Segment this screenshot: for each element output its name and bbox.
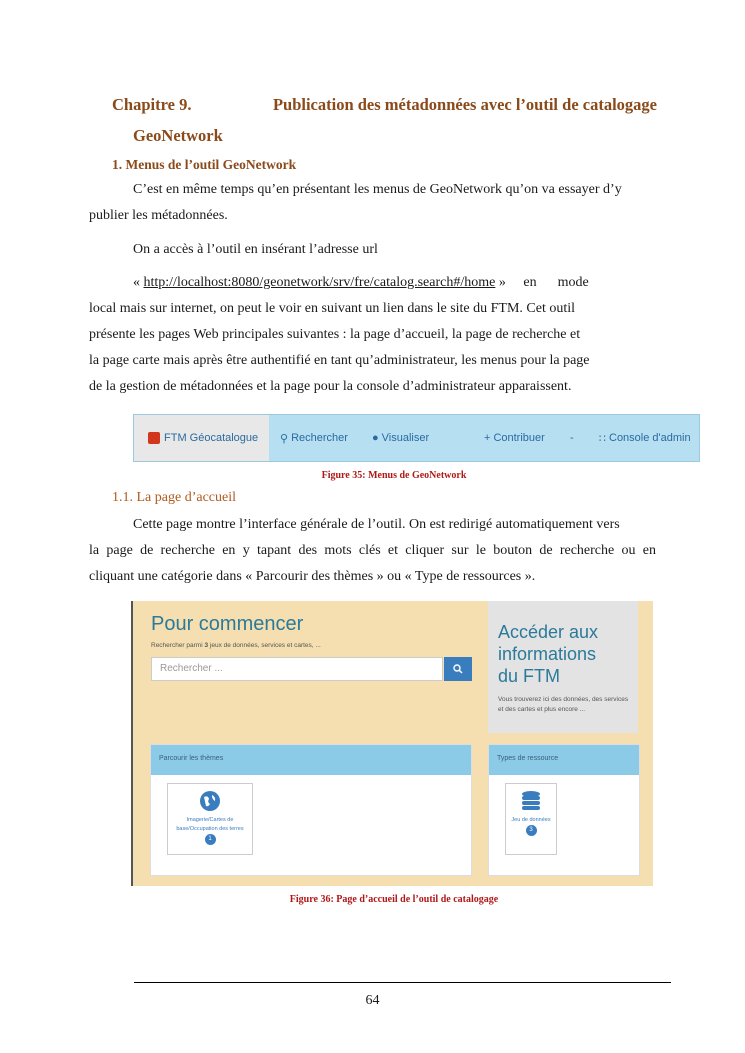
search-icon <box>453 664 463 674</box>
paragraph-1-line1: C’est en même temps qu’en présentant les menus de GeoNetwork qu’on va essayer d’y <box>133 182 622 197</box>
chapter-label: Chapitre 9. <box>112 95 192 114</box>
theme-card <box>167 783 253 855</box>
paragraph-3-line2: local mais sur internet, on peut le voir en suivant un lien dans le site du FTM. Cet outil <box>89 301 576 316</box>
paragraph-3-line1 <box>133 270 620 296</box>
menu-map-label: Visualiser <box>381 432 430 444</box>
menu-more: - <box>570 432 574 444</box>
chapter-heading <box>112 89 657 151</box>
ftm-logo-icon <box>148 432 160 444</box>
database-icon <box>521 790 541 812</box>
panel-title: Accéder aux informations du FTM <box>498 622 599 686</box>
globe-icon <box>199 790 221 812</box>
menu-admin <box>599 415 691 461</box>
menu-bar-screenshot <box>133 414 700 462</box>
dataset-count: 3 <box>204 642 209 649</box>
homepage-search-input: Rechercher ... <box>151 657 443 681</box>
menu-admin-label: Console d'admin <box>609 432 691 444</box>
quote-close: » en mode <box>495 275 589 290</box>
paragraph-4-line1: Cette page montre l’interface générale de l’outil. On est redirigé automatiquement vers <box>133 517 620 532</box>
menu-home-label: FTM Géocatalogue <box>164 432 259 444</box>
theme-card-count: 1 <box>205 834 216 845</box>
quote-open: « <box>133 275 144 290</box>
homepage-subtitle: Rechercher parmi 3 jeux de données, services et cartes, ... <box>151 642 321 649</box>
paragraph-2: On a accès à l’outil en insérant l’adresse url <box>133 242 378 257</box>
chapter-title-line2: GeoNetwork <box>133 126 223 145</box>
homepage-search-button <box>444 657 472 681</box>
page-number: 64 <box>365 993 380 1008</box>
theme-card-label: Imagerie/Cartes de base/Occupation des terres <box>176 817 244 832</box>
chapter-title: Publication des métadonnées avec l’outil de catalogage <box>272 95 657 114</box>
plus-icon: + <box>484 432 491 444</box>
type-card-count: 3 <box>526 825 537 836</box>
section-heading-1: 1. Menus de l’outil GeoNetwork <box>112 157 297 172</box>
menu-map <box>372 415 429 461</box>
menu-home <box>134 415 269 461</box>
homepage-screenshot <box>131 601 653 886</box>
homepage-title: Pour commencer <box>151 613 304 635</box>
footer-divider <box>134 982 671 983</box>
menu-contribute-label: Contribuer <box>493 432 545 444</box>
geonetwork-url-link[interactable]: http://localhost:8080/geonetwork/srv/fre/catalog.search#/home <box>143 275 496 290</box>
panel-description: Vous trouverez ici des données, des services et des cartes et plus encore ... <box>498 696 629 713</box>
paragraph-1-line2: publier les métadonnées. <box>89 208 228 223</box>
type-card <box>505 783 557 855</box>
type-card-label: Jeu de données <box>511 817 551 823</box>
paragraph-3-line4: la page carte mais après être authentifié en tant qu’administrateur, les menus pour la page <box>89 353 590 368</box>
themes-box <box>150 744 472 876</box>
globe-icon: ● <box>372 432 379 444</box>
menu-search-label: Rechercher <box>291 432 348 444</box>
resource-types-box <box>488 744 640 876</box>
figure-36-caption: Figure 36: Page d’accueil de l’outil de catalogage <box>289 894 499 905</box>
menu-contribute <box>484 415 545 461</box>
figure-35-caption: Figure 35: Menus de GeoNetwork <box>321 470 467 481</box>
paragraph-3-line3: présente les pages Web principales suivantes : la page d’accueil, la page de recherche et <box>89 327 581 342</box>
search-icon: ⚲ <box>280 432 289 445</box>
types-header: Types de ressource <box>489 745 639 775</box>
grid-icon: ∷ <box>599 432 606 445</box>
section-heading-1-1: 1.1. La page d’accueil <box>112 490 236 505</box>
paragraph-3-line5: de la gestion de métadonnées et la page pour la console d’administrateur apparaissent. <box>89 379 572 394</box>
themes-header: Parcourir les thèmes <box>151 745 471 775</box>
menu-search <box>280 415 348 461</box>
paragraph-4-line3: cliquant une catégorie dans « Parcourir des thèmes » ou « Type de ressources ». <box>89 569 536 584</box>
ftm-info-panel <box>488 601 638 733</box>
paragraph-4-line2: la page de recherche en y tapant des mots clés et cliquer sur le bouton de recherche ou en <box>89 543 656 558</box>
